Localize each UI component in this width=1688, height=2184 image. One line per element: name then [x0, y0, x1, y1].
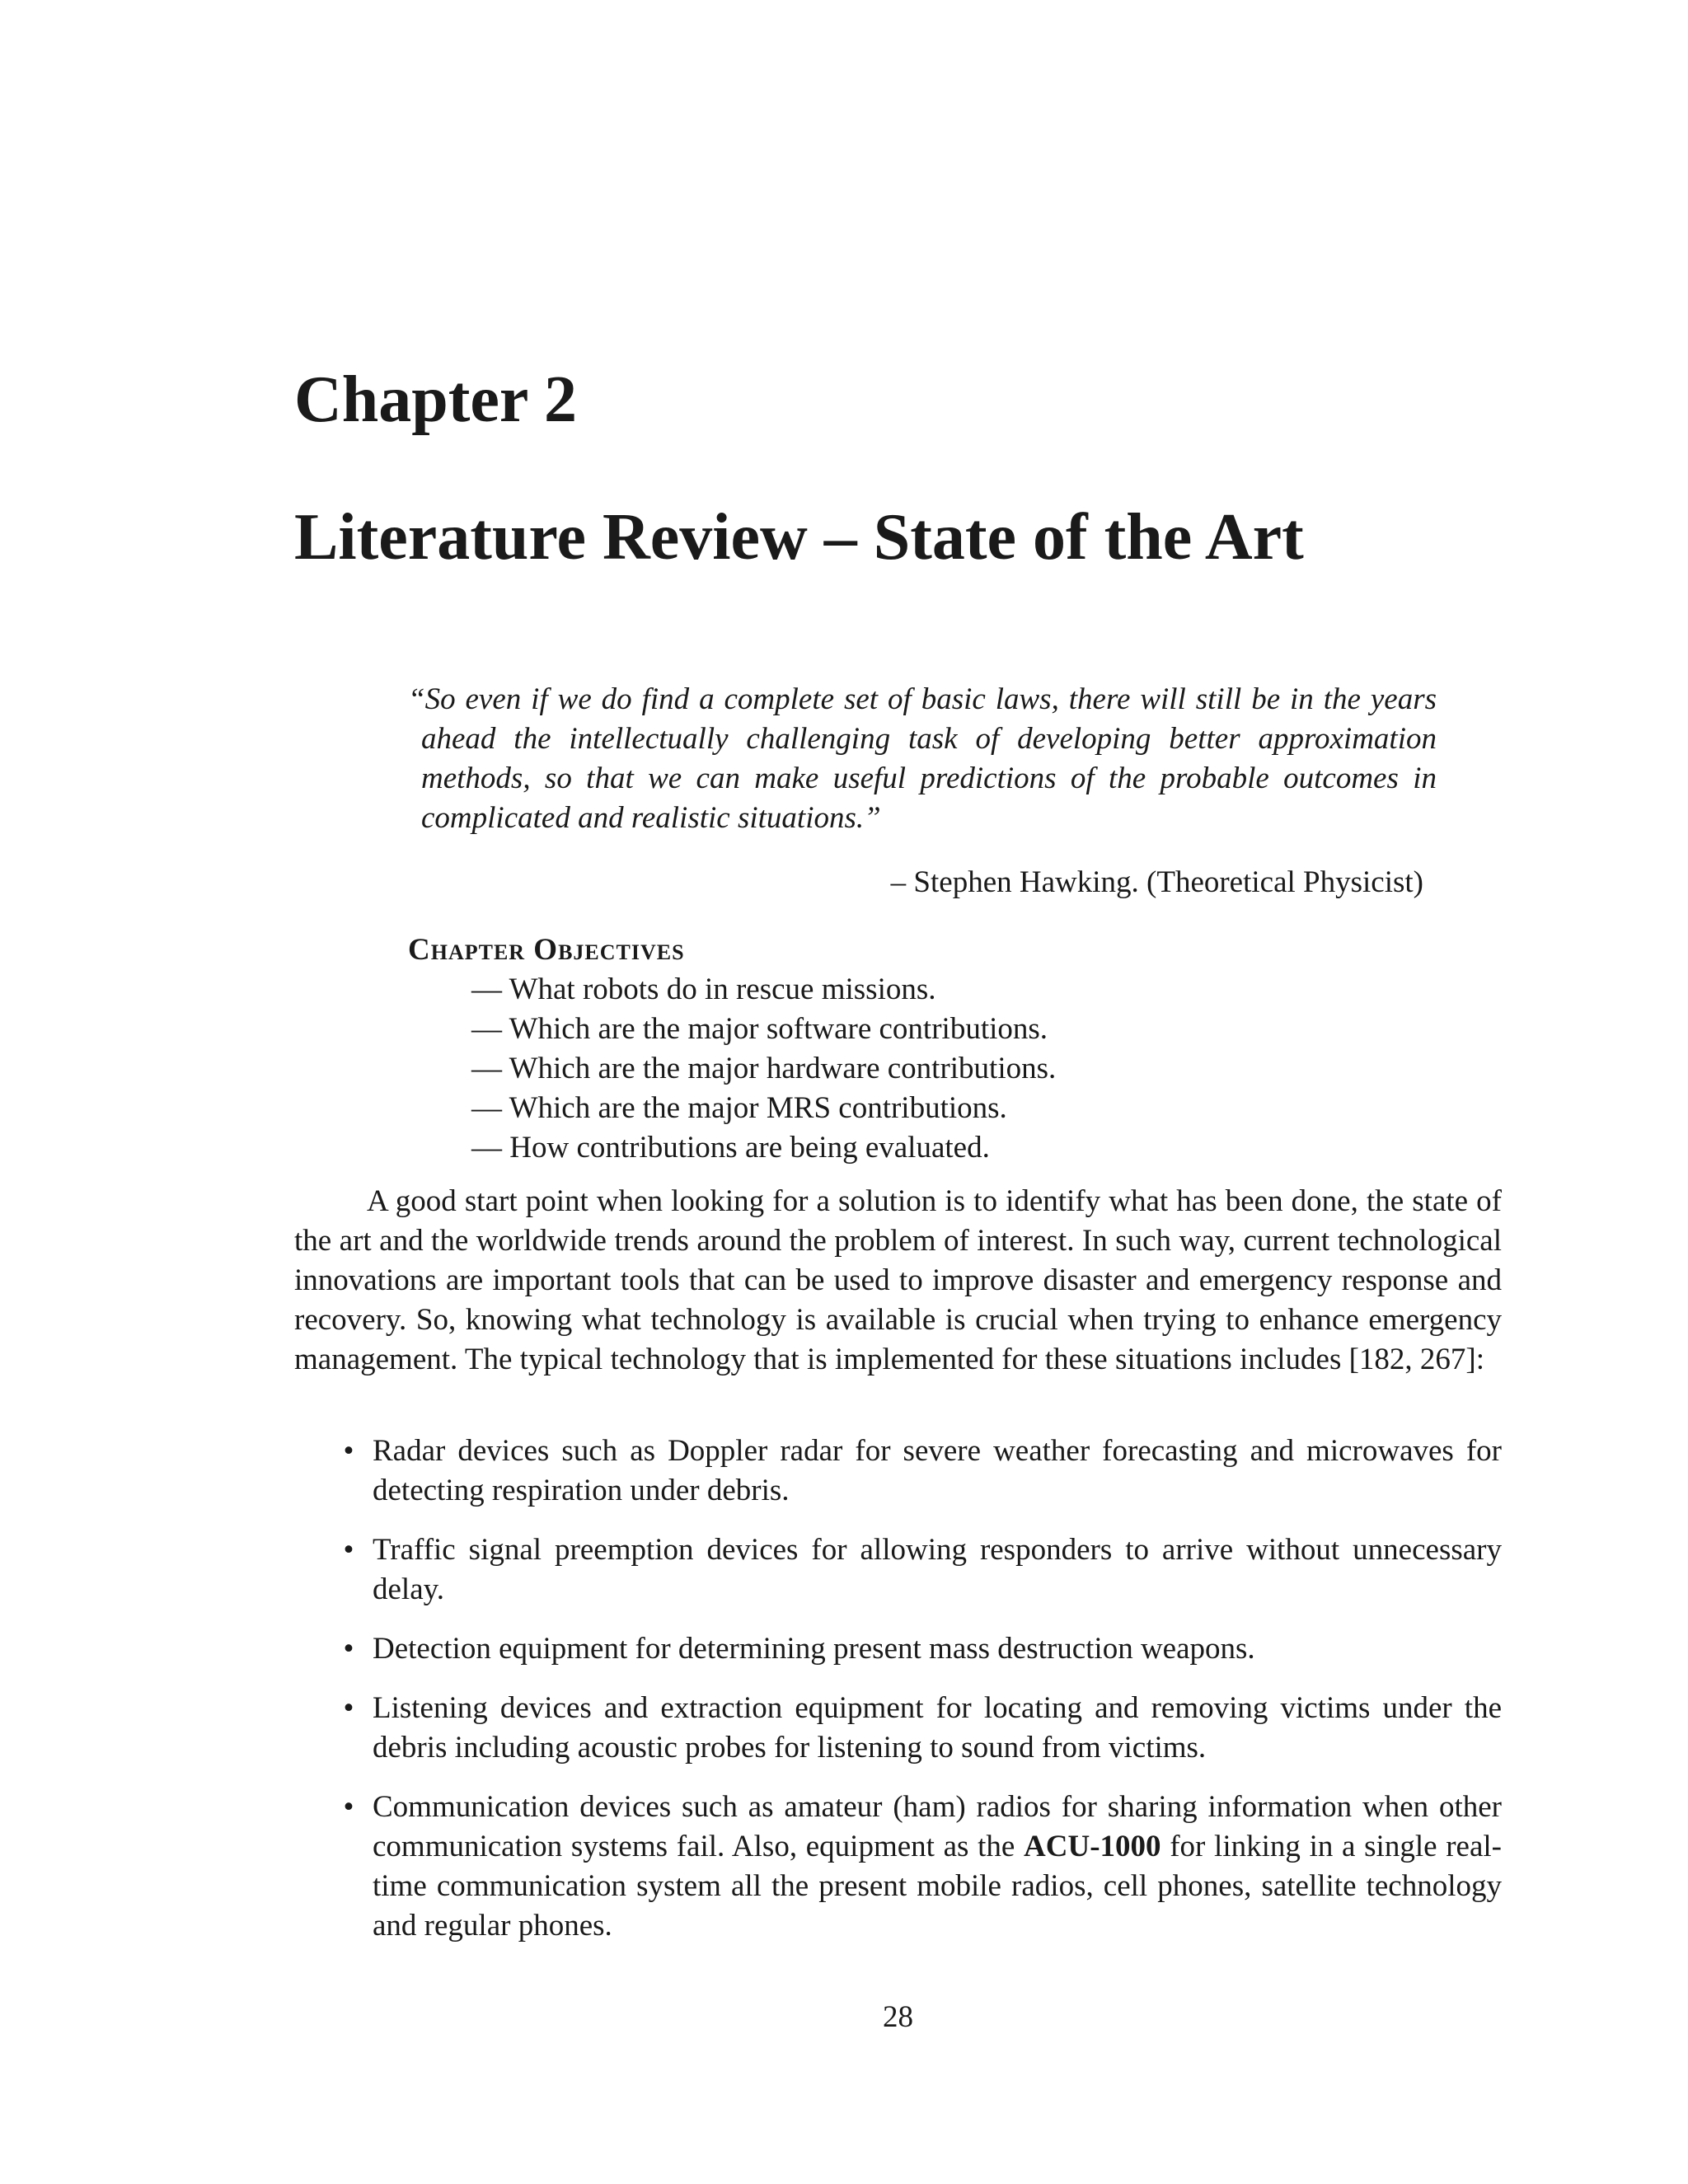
bullet-text-after: for linking in a single real-time communication system all the present mobile radios, cell phones, satellite technology and regular phones. [373, 1830, 1502, 1943]
bullet-marker: • [343, 1533, 354, 1567]
bullet-text: Listening devices and extraction equipment for locating and removing victims under the debris including acoustic probes for listening to sound from victims. [373, 1691, 1502, 1765]
bullet-marker: • [343, 1434, 354, 1468]
bullet-text: Traffic signal preemption devices for allowing responders to arrive without unnecessary delay. [373, 1533, 1502, 1606]
product-name-acu-1000: ACU-1000 [1024, 1830, 1161, 1863]
chapter-label: Chapter 2 [294, 363, 577, 436]
bullet-item [294, 1689, 1502, 1768]
objectives-heading: Chapter Objectives [408, 933, 685, 967]
epigraph-quote: “So even if we do find a complete set of basic laws, there will still be in the years ahead the intellectually challenging task of developing better approximation methods, so that we can make useful predictions of the probable outcomes in complicated and realistic situations.” [408, 682, 1437, 835]
bullet-text: Radar devices such as Doppler radar for severe weather forecasting and microwaves for detecting respiration under debris. [373, 1434, 1502, 1507]
chapter-title: Literature Review – State of the Art [294, 501, 1304, 574]
objective-item: — How contributions are being evaluated. [471, 1131, 990, 1165]
objective-item: — Which are the major MRS contributions. [471, 1091, 1007, 1125]
bullet-text: Detection equipment for determining present mass destruction weapons. [373, 1632, 1255, 1666]
technology-bullet-list [294, 1432, 1502, 1966]
objective-item: — What robots do in rescue missions. [471, 972, 936, 1006]
bullet-marker: • [343, 1632, 354, 1666]
objective-item: — Which are the major software contributions. [471, 1012, 1048, 1046]
bullet-marker: • [343, 1691, 354, 1725]
bullet-item [294, 1788, 1502, 1946]
epigraph-attribution: – Stephen Hawking. (Theoretical Physicist) [890, 865, 1423, 899]
bullet-marker: • [343, 1790, 354, 1824]
bullet-item [294, 1432, 1502, 1511]
bullet-text-before: Communication devices such as amateur (ham) radios for sharing information when other communication systems fail. Also, equipment as the [373, 1790, 1502, 1863]
bullet-item [294, 1629, 1502, 1669]
page-number: 28 [883, 2000, 913, 2034]
bullet-item [294, 1530, 1502, 1610]
body-paragraph: A good start point when looking for a solution is to identify what has been done, the state of the art and the worldwide trends around the problem of interest. In such way, current technological innovations are important tools that can be used to improve disaster and emergency response and recovery. So, knowing what technology is available is crucial when trying to enhance emergency management. The typical technology that is implemented for these situations includes [182, 267]: [294, 1184, 1502, 1376]
objective-item: — Which are the major hardware contributions. [471, 1052, 1057, 1085]
objectives-list [471, 970, 1056, 1168]
